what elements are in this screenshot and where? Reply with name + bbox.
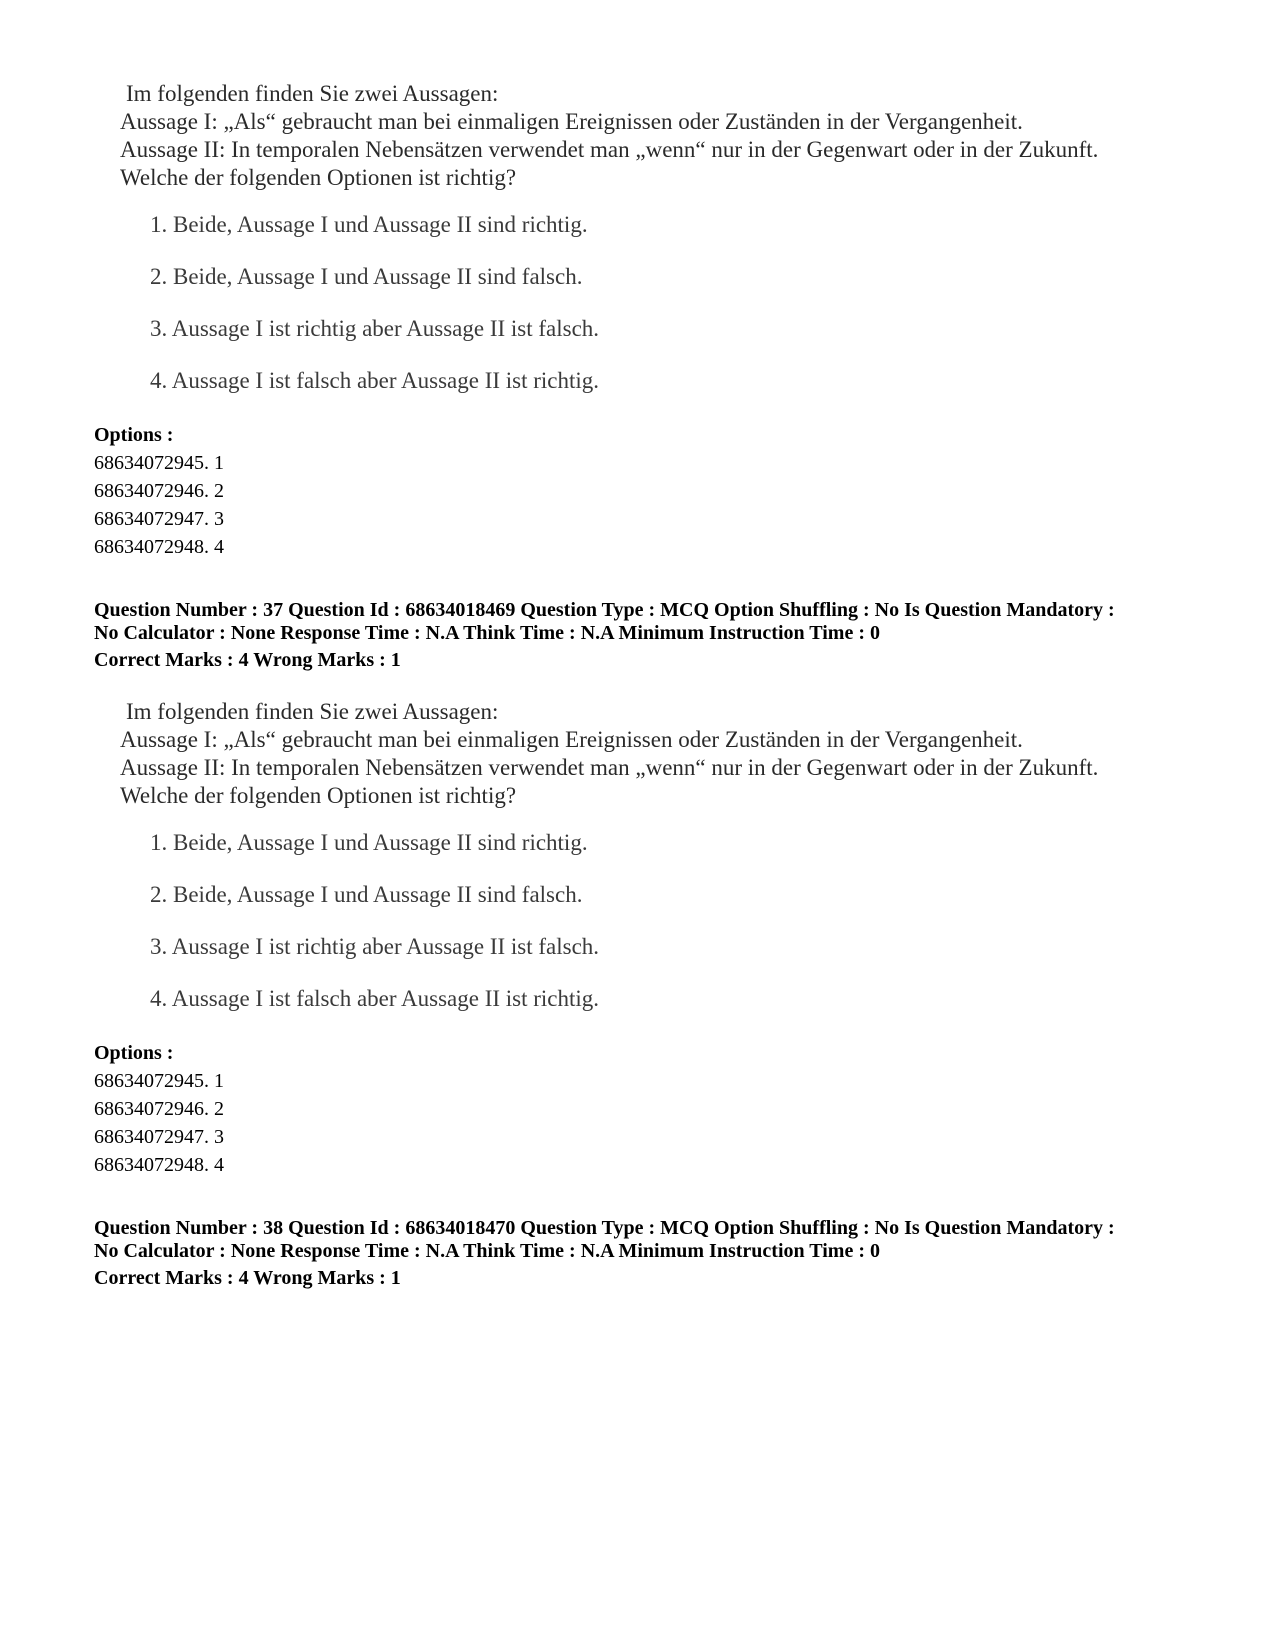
question-prompt: Welche der folgenden Optionen ist richtig? xyxy=(120,165,517,190)
choice-item: 3. Aussage I ist richtig aber Aussage II ist falsch. xyxy=(150,316,600,341)
choice-item: 1. Beide, Aussage I und Aussage II sind richtig. xyxy=(150,830,588,855)
question-header-line-2: No Calculator : None Response Time : N.A Think Time : N.A Minimum Instruction Time : 0 xyxy=(94,622,880,644)
option-line: 68634072947. 3 xyxy=(94,508,224,530)
option-line: 68634072948. 4 xyxy=(94,536,224,558)
question-header-line-1: Question Number : 38 Question Id : 68634018470 Question Type : MCQ Option Shuffling : No Is Question Mandatory : xyxy=(94,1217,1115,1239)
question-header-line-2: No Calculator : None Response Time : N.A Think Time : N.A Minimum Instruction Time : 0 xyxy=(94,1240,880,1262)
option-line: 68634072946. 2 xyxy=(94,1098,224,1120)
option-line: 68634072945. 1 xyxy=(94,452,224,474)
choice-item: 4. Aussage I ist falsch aber Aussage II ist richtig. xyxy=(150,368,600,393)
statement-2: Aussage II: In temporalen Nebensätzen verwendet man „wenn“ nur in der Gegenwart oder in der Zukunft. xyxy=(120,137,1099,162)
option-line: 68634072946. 2 xyxy=(94,480,224,502)
choice-item: 1. Beide, Aussage I und Aussage II sind richtig. xyxy=(150,212,588,237)
option-line: 68634072947. 3 xyxy=(94,1126,224,1148)
option-line: 68634072948. 4 xyxy=(94,1154,224,1176)
option-line: 68634072945. 1 xyxy=(94,1070,224,1092)
choice-item: 2. Beide, Aussage I und Aussage II sind falsch. xyxy=(150,882,583,907)
choice-item: 2. Beide, Aussage I und Aussage II sind falsch. xyxy=(150,264,583,289)
question-marks: Correct Marks : 4 Wrong Marks : 1 xyxy=(94,649,401,671)
statements-intro: Im folgenden finden Sie zwei Aussagen: xyxy=(126,699,499,724)
question-prompt: Welche der folgenden Optionen ist richtig? xyxy=(120,783,517,808)
question-image-37 xyxy=(110,698,1170,1011)
choice-item: 4. Aussage I ist falsch aber Aussage II ist richtig. xyxy=(150,986,600,1011)
statement-1: Aussage I: „Als“ gebraucht man bei einmaligen Ereignissen oder Zuständen in der Vergangenheit. xyxy=(120,727,1023,752)
statements-intro: Im folgenden finden Sie zwei Aussagen: xyxy=(126,81,499,106)
question-header-line-1: Question Number : 37 Question Id : 68634018469 Question Type : MCQ Option Shuffling : No Is Question Mandatory : xyxy=(94,599,1115,621)
options-label: Options : xyxy=(94,424,174,446)
statement-1: Aussage I: „Als“ gebraucht man bei einmaligen Ereignissen oder Zuständen in der Vergangenheit. xyxy=(120,109,1023,134)
question-image-1 xyxy=(110,80,1170,393)
options-label: Options : xyxy=(94,1042,174,1064)
choice-item: 3. Aussage I ist richtig aber Aussage II ist falsch. xyxy=(150,934,600,959)
question-marks: Correct Marks : 4 Wrong Marks : 1 xyxy=(94,1267,401,1289)
statement-2: Aussage II: In temporalen Nebensätzen verwendet man „wenn“ nur in der Gegenwart oder in der Zukunft. xyxy=(120,755,1099,780)
